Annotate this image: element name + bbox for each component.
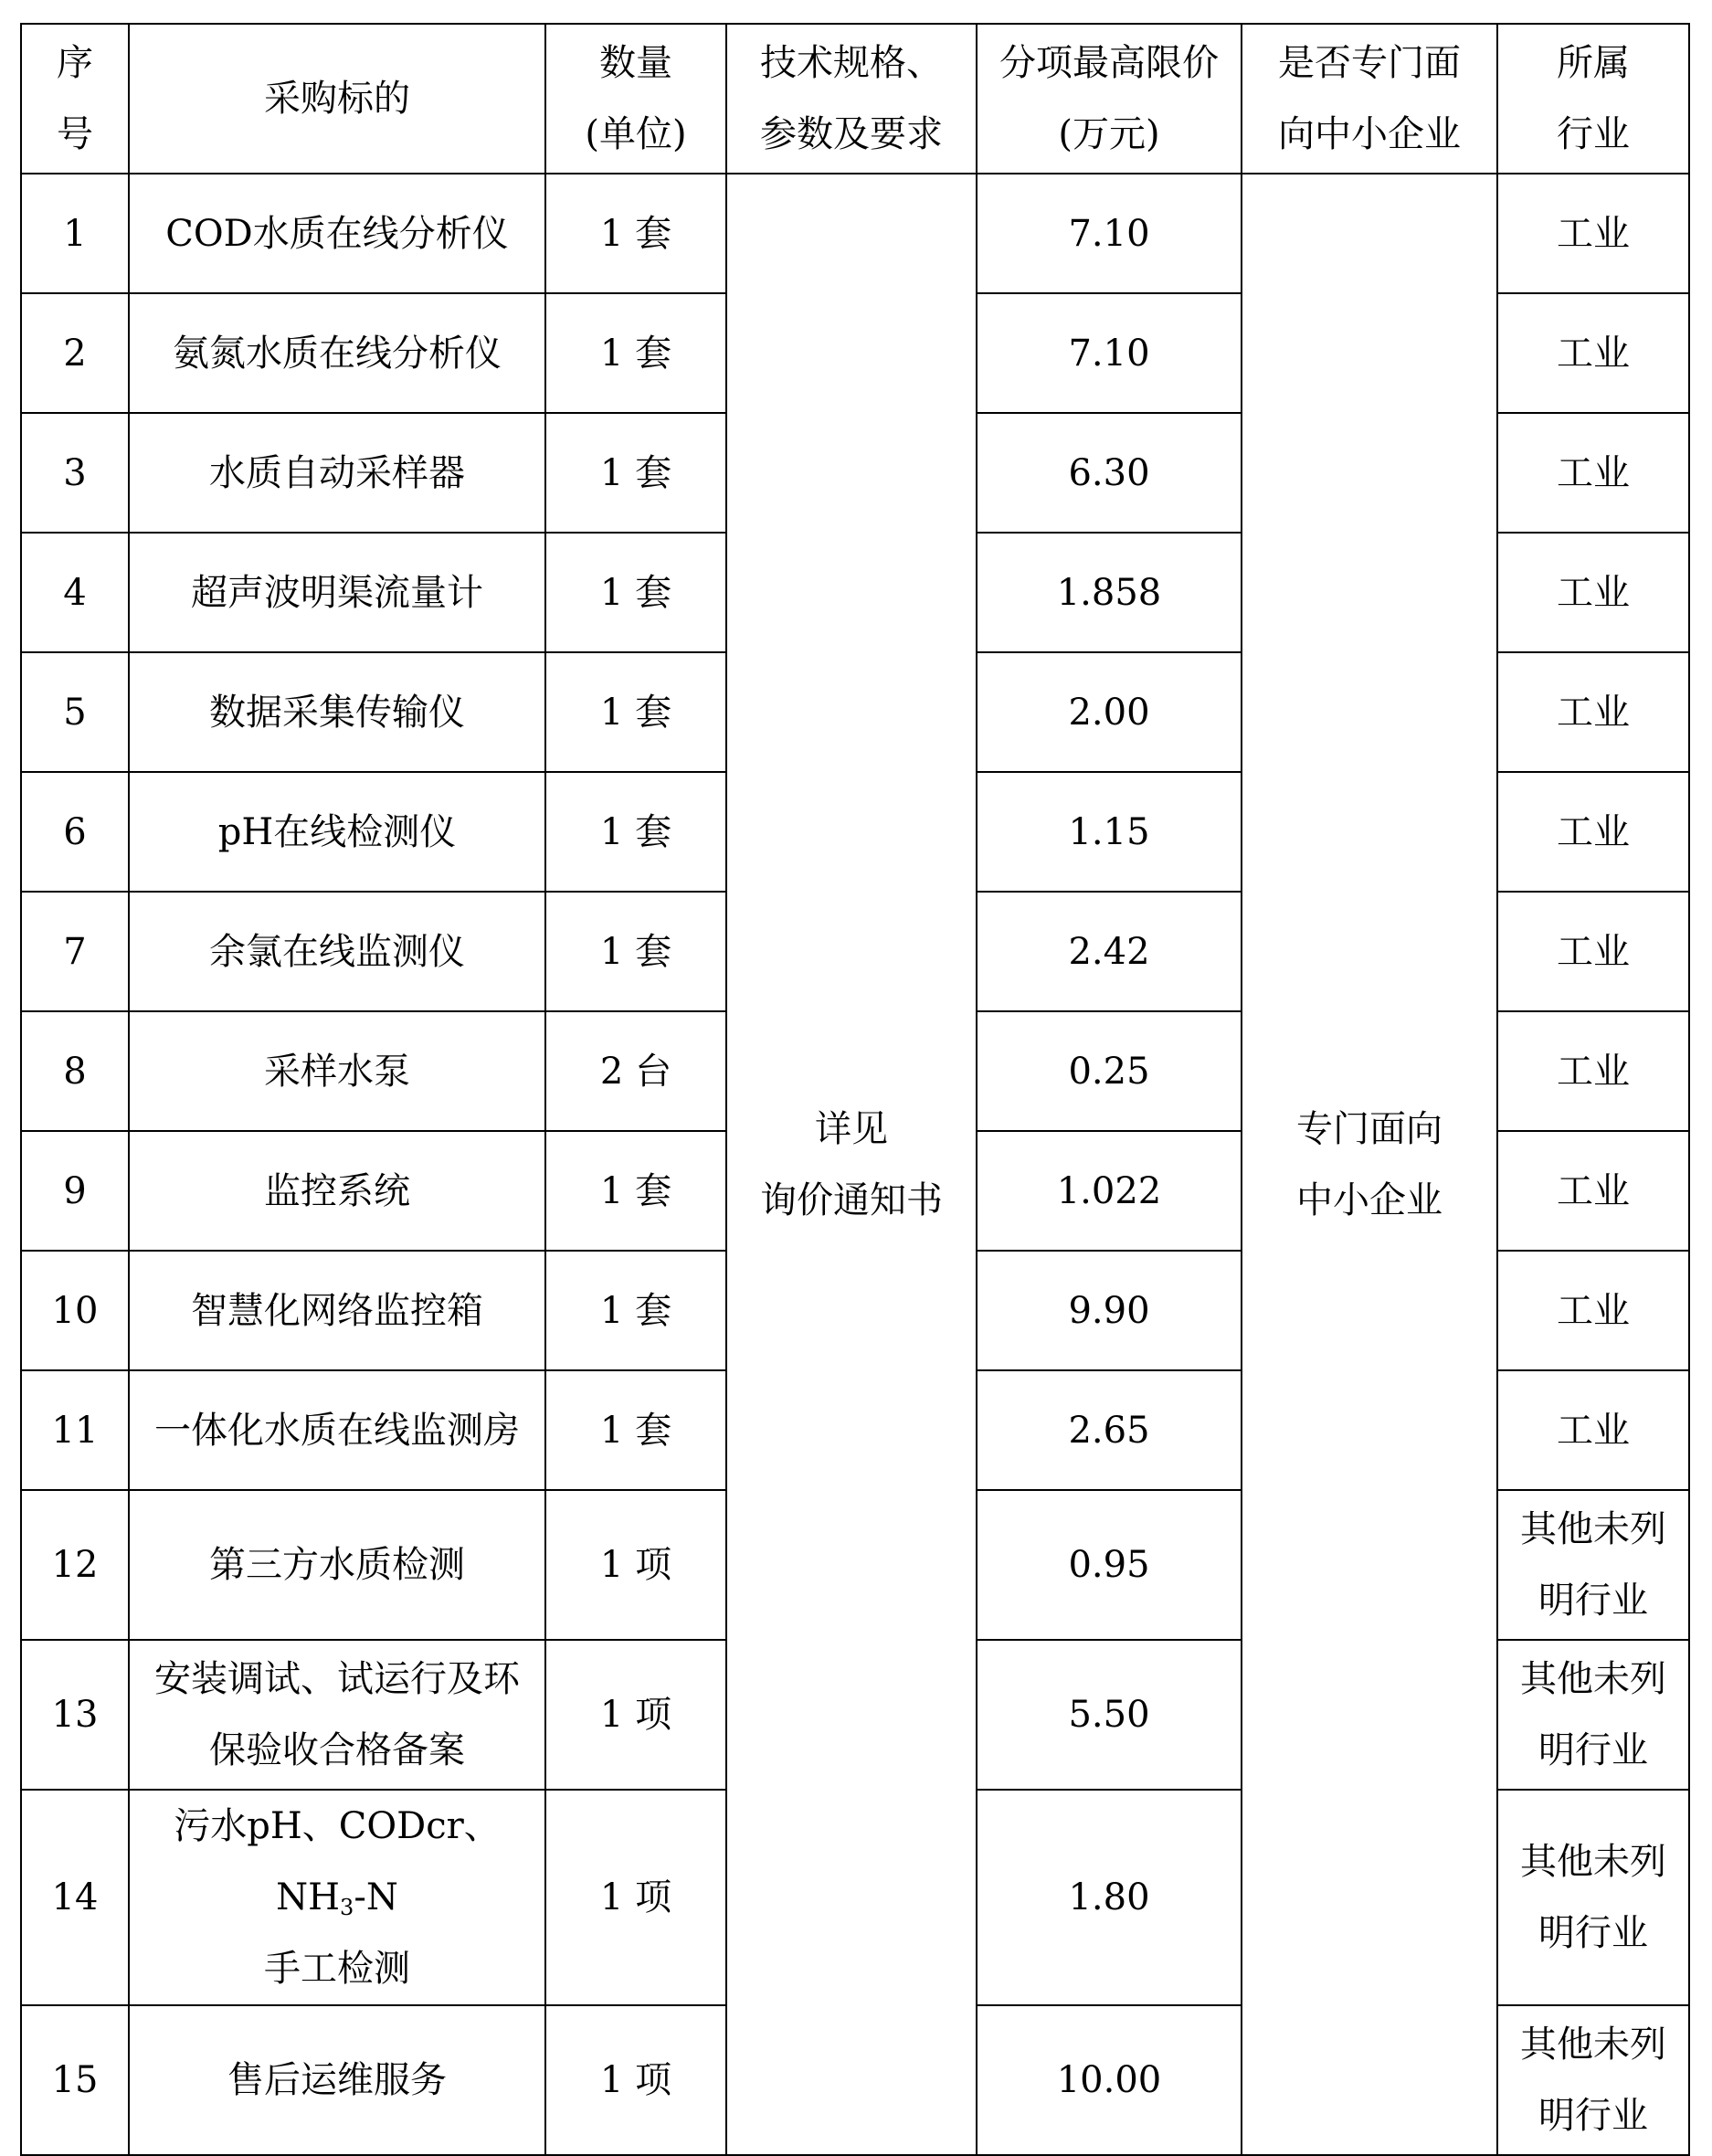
row-price: 7.10 (977, 293, 1242, 413)
row-item: COD水质在线分析仪 (129, 174, 545, 293)
row-seq: 13 (21, 1640, 129, 1790)
row-qty: 1 套 (545, 1370, 726, 1490)
row-industry: 工业 (1497, 533, 1689, 652)
row-seq: 2 (21, 293, 129, 413)
row-qty: 1 套 (545, 772, 726, 892)
row-industry: 工业 (1497, 174, 1689, 293)
spec-merged-cell: 详见 询价通知书 (726, 174, 977, 2155)
row-seq: 9 (21, 1131, 129, 1251)
row-price: 2.00 (977, 652, 1242, 772)
row-industry: 其他未列 明行业 (1497, 1790, 1689, 2005)
row-qty: 1 项 (545, 1790, 726, 2005)
row-seq: 14 (21, 1790, 129, 2005)
row-item: 安装调试、试运行及环 保验收合格备案 (129, 1640, 545, 1790)
row-qty: 1 套 (545, 1131, 726, 1251)
row-price: 10.00 (977, 2005, 1242, 2155)
row-industry: 工业 (1497, 1011, 1689, 1131)
header-row (21, 24, 1689, 174)
procurement-table (20, 23, 1690, 2156)
row-industry: 工业 (1497, 1251, 1689, 1370)
row-seq: 11 (21, 1370, 129, 1490)
row-item: 售后运维服务 (129, 2005, 545, 2155)
row-industry: 工业 (1497, 293, 1689, 413)
row-item: 一体化水质在线监测房 (129, 1370, 545, 1490)
row-industry: 工业 (1497, 1131, 1689, 1251)
row-qty: 1 项 (545, 1490, 726, 1640)
row-item: 数据采集传输仪 (129, 652, 545, 772)
row-industry: 工业 (1497, 892, 1689, 1011)
row-price: 1.858 (977, 533, 1242, 652)
row-price: 5.50 (977, 1640, 1242, 1790)
table-body (21, 174, 1689, 2155)
header-price: 分项最高限价 (万元) (977, 24, 1242, 174)
row-industry: 工业 (1497, 772, 1689, 892)
table-row (21, 174, 1689, 293)
row-price: 1.022 (977, 1131, 1242, 1251)
row-item: 污水pH、CODcr、$NH_3-N$ 手工检测 (129, 1790, 545, 2005)
header-seq: 序 号 (21, 24, 129, 174)
row-qty: 1 套 (545, 892, 726, 1011)
row-qty: 1 套 (545, 174, 726, 293)
header-qty: 数量 (单位) (545, 24, 726, 174)
row-seq: 15 (21, 2005, 129, 2155)
row-price: 9.90 (977, 1251, 1242, 1370)
row-qty: 1 项 (545, 1640, 726, 1790)
sme-merged-cell: 专门面向 中小企业 (1242, 174, 1497, 2155)
row-industry: 工业 (1497, 413, 1689, 533)
row-item: 超声波明渠流量计 (129, 533, 545, 652)
row-item: 余氯在线监测仪 (129, 892, 545, 1011)
row-price: 0.25 (977, 1011, 1242, 1131)
row-qty: 1 套 (545, 293, 726, 413)
row-item: 水质自动采样器 (129, 413, 545, 533)
row-qty: 1 项 (545, 2005, 726, 2155)
row-qty: 1 套 (545, 413, 726, 533)
header-item: 采购标的 (129, 24, 545, 174)
row-qty: 1 套 (545, 533, 726, 652)
row-industry: 工业 (1497, 652, 1689, 772)
row-qty: 2 台 (545, 1011, 726, 1131)
row-seq: 5 (21, 652, 129, 772)
row-item: 监控系统 (129, 1131, 545, 1251)
row-seq: 6 (21, 772, 129, 892)
row-industry: 其他未列 明行业 (1497, 2005, 1689, 2155)
row-price: 6.30 (977, 413, 1242, 533)
row-item: 氨氮水质在线分析仪 (129, 293, 545, 413)
header-sme: 是否专门面 向中小企业 (1242, 24, 1497, 174)
row-seq: 8 (21, 1011, 129, 1131)
row-item: pH在线检测仪 (129, 772, 545, 892)
row-price: 1.80 (977, 1790, 1242, 2005)
row-industry: 其他未列 明行业 (1497, 1640, 1689, 1790)
row-price: 0.95 (977, 1490, 1242, 1640)
row-item: 第三方水质检测 (129, 1490, 545, 1640)
row-seq: 10 (21, 1251, 129, 1370)
row-seq: 4 (21, 533, 129, 652)
row-qty: 1 套 (545, 1251, 726, 1370)
row-price: 2.65 (977, 1370, 1242, 1490)
header-industry: 所属 行业 (1497, 24, 1689, 174)
row-seq: 1 (21, 174, 129, 293)
row-item: 采样水泵 (129, 1011, 545, 1131)
row-qty: 1 套 (545, 652, 726, 772)
row-price: 1.15 (977, 772, 1242, 892)
row-seq: 12 (21, 1490, 129, 1640)
row-price: 7.10 (977, 174, 1242, 293)
row-industry: 其他未列 明行业 (1497, 1490, 1689, 1640)
row-seq: 7 (21, 892, 129, 1011)
row-industry: 工业 (1497, 1370, 1689, 1490)
row-seq: 3 (21, 413, 129, 533)
row-price: 2.42 (977, 892, 1242, 1011)
header-spec: 技术规格、 参数及要求 (726, 24, 977, 174)
row-item: 智慧化网络监控箱 (129, 1251, 545, 1370)
